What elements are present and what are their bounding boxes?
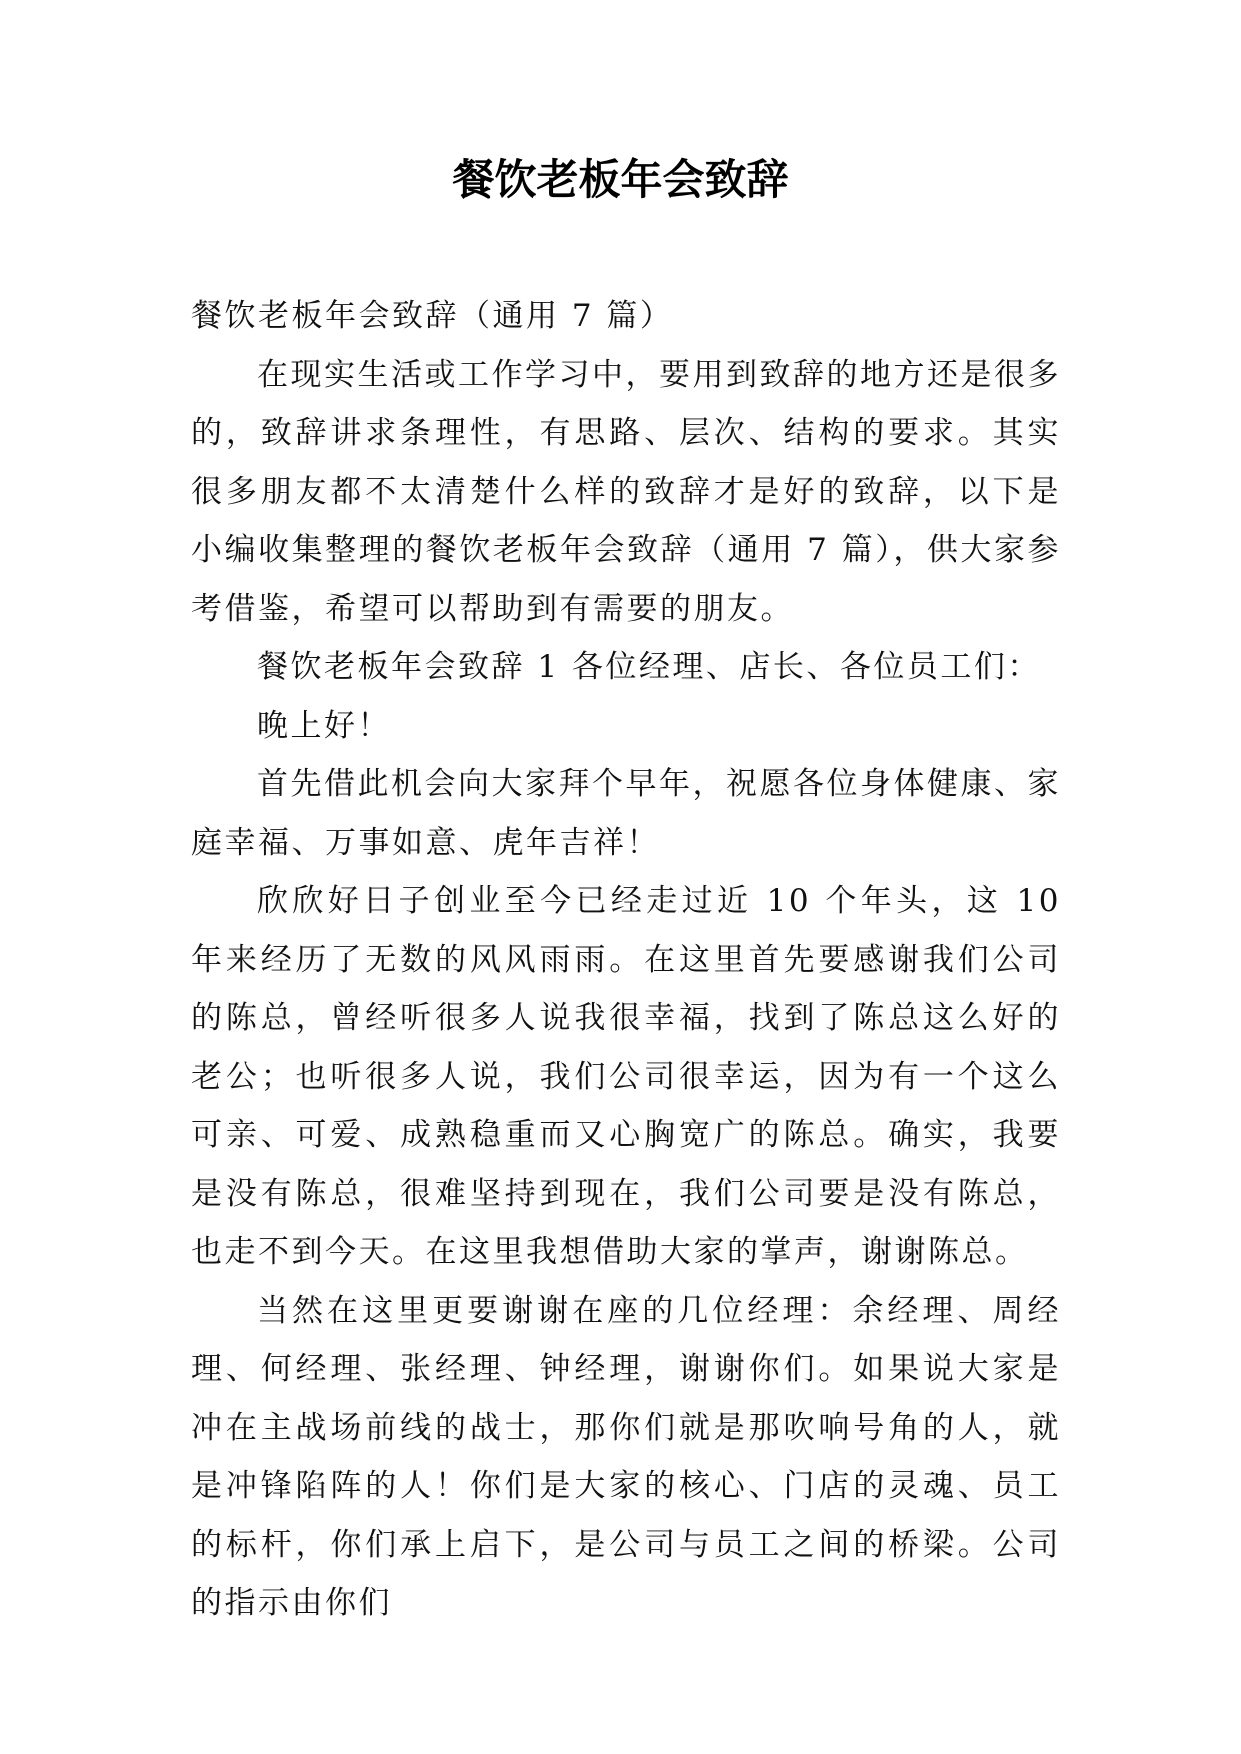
paragraph-greeting: 晚上好！ [257,707,391,744]
paragraph-thanks-managers: 当然在这里更要谢谢在座的几位经理：余经理、周经理、何经理、张经理、钟经理，谢谢你们。如果说大家是冲在主战场前线的战士，那你们就是那吹响号角的人，就是冲锋陷阵的人！你们是大家的核心、门店的灵魂、员工的标杆，你们承上启下，是公司与员工之间的桥梁。公司的指示由你们 [191,1292,1061,1621]
paragraph-subtitle: 餐饮老板年会致辞（通用 7 篇） [191,298,674,334]
paragraph-new-year-wishes: 首先借此机会向大家拜个早年，祝愿各位身体健康、家庭幸福、万事如意、虎年吉祥！ [191,766,1061,861]
paragraph-intro: 在现实生活或工作学习中，要用到致辞的地方还是很多的，致辞讲求条理性，有思路、层次、结构的要求。其实很多朋友都不太清楚什么样的致辞才是好的致辞，以下是小编收集整理的餐饮老板年会致辞（通用 7 篇），供大家参考借鉴，希望可以帮助到有需要的朋友。 [191,356,1061,627]
document-title: 餐饮老板年会致辞 [452,155,789,204]
paragraph-salutation: 餐饮老板年会致辞 1 各位经理、店长、各位员工们： [257,649,1041,685]
paragraph-thanks-ceo: 欣欣好日子创业至今已经走过近 10 个年头，这 10 年来经历了无数的风风雨雨。在这里首先要感谢我们公司的陈总，曾经听很多人说我很幸福，找到了陈总这么好的老公；也听很多人说，我们公司很幸运，因为有一个这么可亲、可爱、成熟稳重而又心胸宽广的陈总。确实，我要是没有陈总，很难坚持到现在，我们公司要是没有陈总，也走不到今天。在这里我想借助大家的掌声，谢谢陈总。 [191,883,1061,1270]
document-body [191,287,1061,1633]
